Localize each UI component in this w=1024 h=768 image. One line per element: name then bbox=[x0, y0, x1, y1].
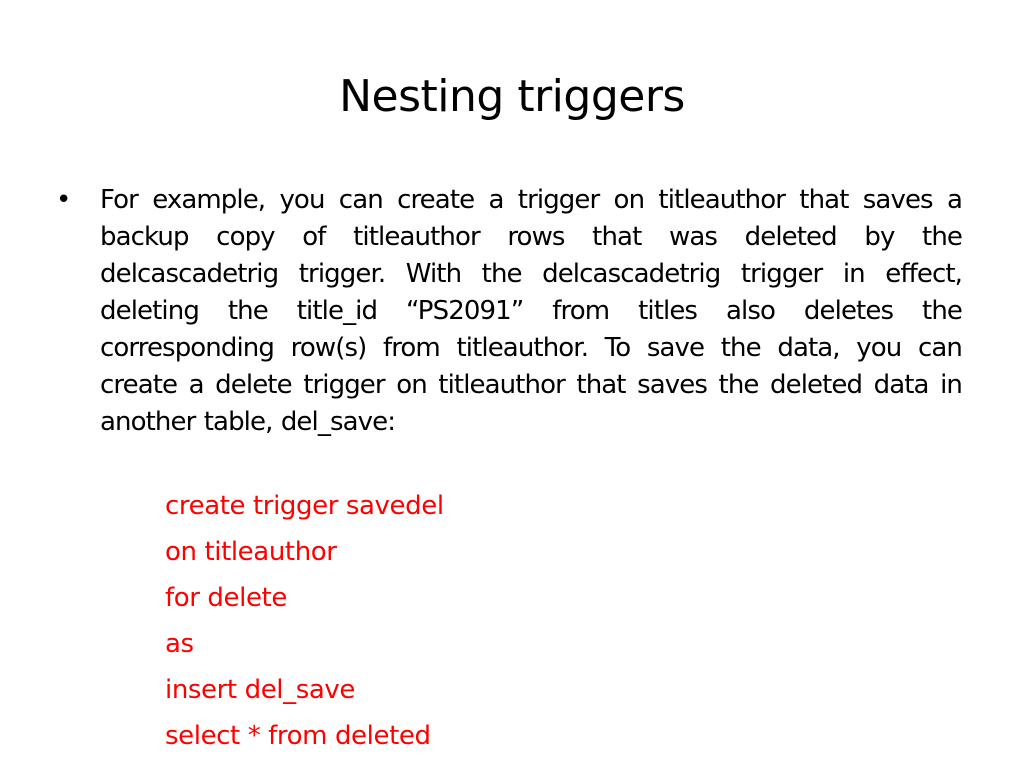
bullet-text: For example, you can create a trigger on titleauthor that saves a backup copy of titleauthor rows that was deleted by the delcascadetrig trigger. With the delcascadetrig trigger in effect, deleting the title_id “PS2091” from titles also deletes the corresponding row(s) from titleauthor. To save the data, you can create a delete trigger on titleauthor that saves the deleted data in another table, del_save: bbox=[100, 185, 962, 437]
bullet-marker: • bbox=[56, 185, 72, 215]
code-line: create trigger savedel bbox=[165, 491, 444, 521]
code-line: as bbox=[165, 629, 194, 659]
code-line: for delete bbox=[165, 583, 287, 613]
code-line: select * from deleted bbox=[165, 721, 431, 751]
slide-title: Nesting triggers bbox=[339, 71, 685, 122]
code-block bbox=[165, 483, 865, 759]
code-line: on titleauthor bbox=[165, 537, 337, 567]
bullet-item bbox=[56, 182, 962, 441]
code-line: insert del_save bbox=[165, 675, 355, 705]
